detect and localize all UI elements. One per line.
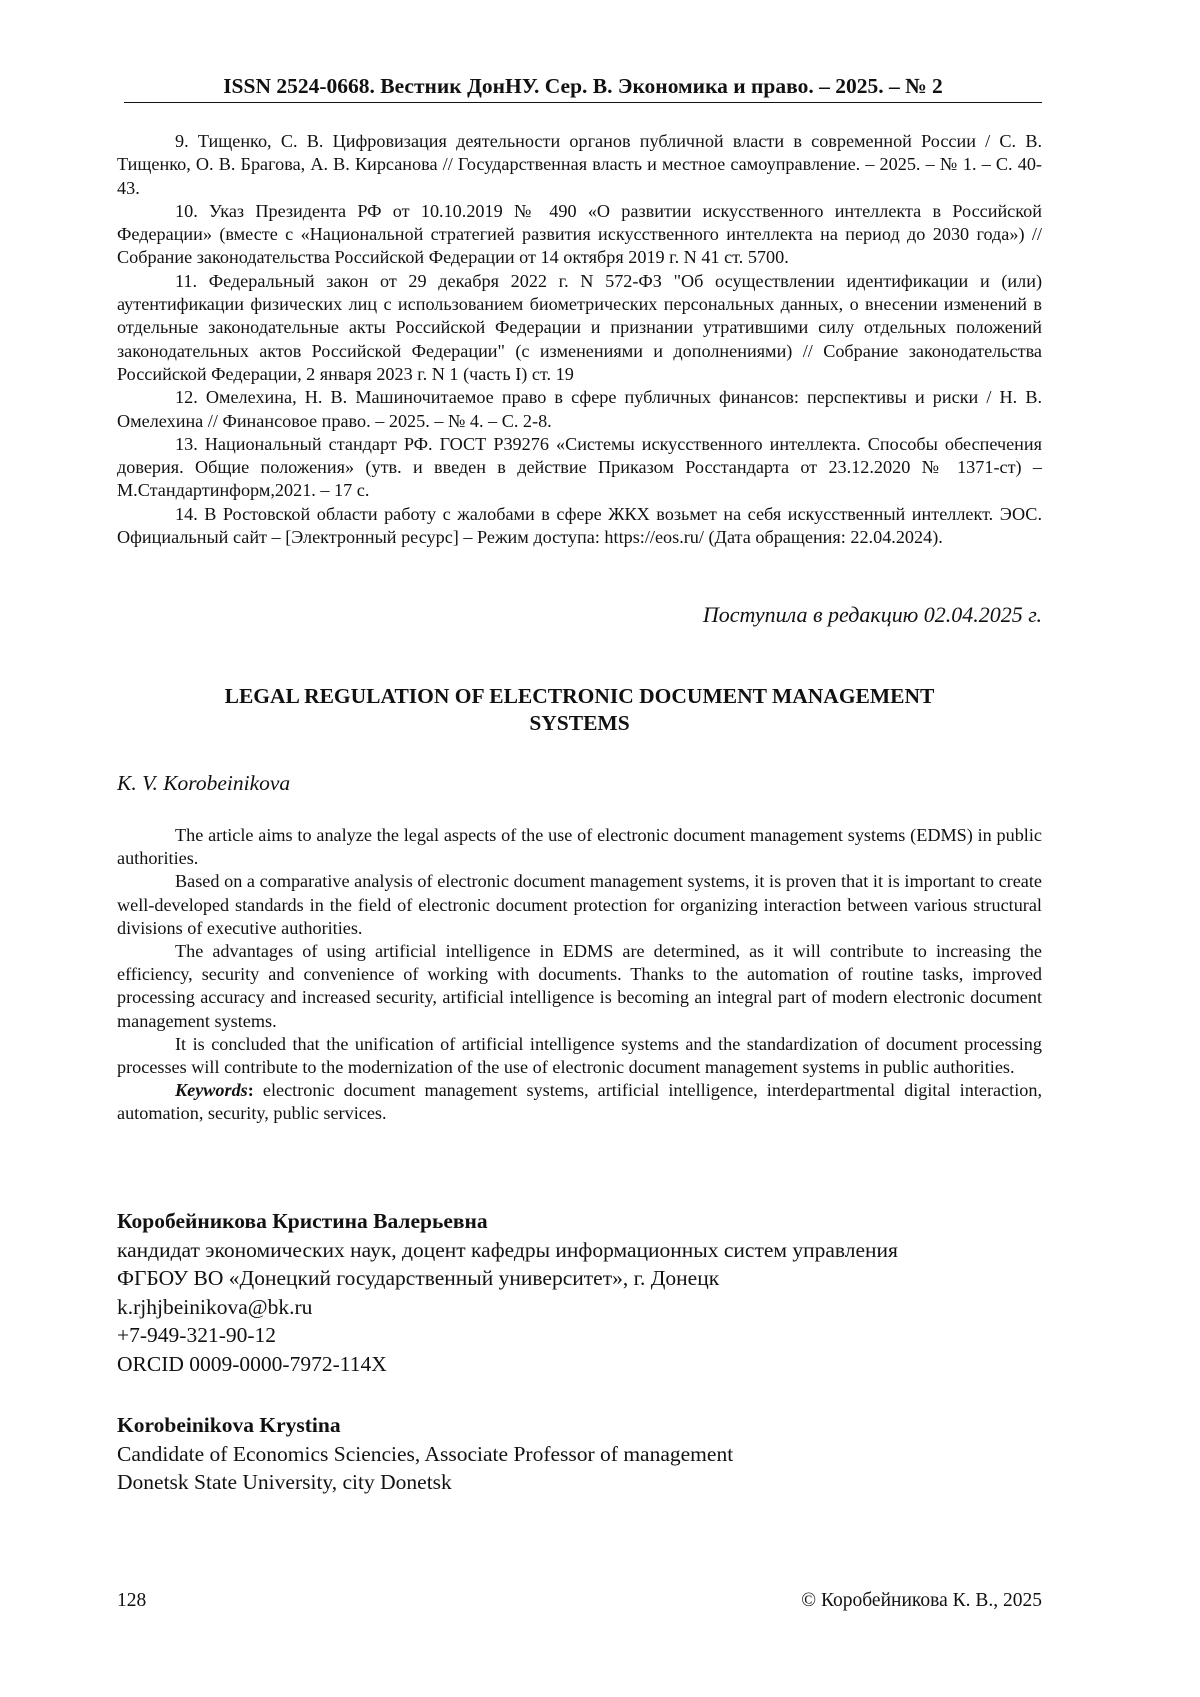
english-title-line-1: LEGAL REGULATION OF ELECTRONIC DOCUMENT MANAGEMENT bbox=[224, 684, 935, 708]
reference-list bbox=[117, 130, 1042, 549]
author-org-en: Donetsk State University, city Donetsk bbox=[117, 1470, 452, 1494]
author-info-russian bbox=[117, 1207, 1042, 1378]
author-orcid: ORCID 0009-0000-7972-114X bbox=[117, 1351, 387, 1376]
english-title bbox=[117, 683, 1042, 737]
reference-item-9: 9. Тищенко, С. В. Цифровизация деятельности органов публичной власти в современной России / С. В. Тищенко, О. В. Брагова, А. В. Кирсанова // Государственная власть и местное самоуправление. – 2025. – № 1. – С. 40-43. bbox=[117, 131, 1042, 198]
header-divider bbox=[124, 102, 1042, 103]
english-author: K. V. Korobeinikova bbox=[117, 771, 291, 795]
keywords-label: Keywords bbox=[175, 1080, 248, 1101]
page-number: 128 bbox=[117, 1590, 147, 1611]
reference-item-10: 10. Указ Президента РФ от 10.10.2019 № 490 «О развитии искусственного интеллекта в Российской Федерации» (вместе с «Национальной стратегией развития искусственного интеллекта на период до 2030 года») // Собрание законодательства Российской Федерации от 14 октября 2019 г. N 41 ст. 5700. bbox=[117, 200, 1042, 268]
author-name-ru: Коробейникова Кристина Валерьевна bbox=[117, 1209, 488, 1233]
reference-item-11: 11. Федеральный закон от 29 декабря 2022 г. N 572-ФЗ "Об осуществлении идентификации и (или) аутентификации физических лиц с использованием биометрических персональных данных, о внесении изменений в отдельные законодательные акты Российской Федерации и признании утратившими силу отдельных положений законодательных актов Российской Федерации" (с изменениями и дополнениями) // Собрание законодательства Российской Федерации, 2 января 2023 г. N 1 (часть I) ст. 19 bbox=[117, 270, 1042, 384]
keywords-paragraph bbox=[117, 1079, 1042, 1125]
abstract-paragraph-3: The advantages of using artificial intelligence in EDMS are determined, as it will contribute to increasing the efficiency, security and convenience of working with documents. Thanks to the automation of routine tasks, improved processing accuracy and increased security, artificial intelligence is becoming an integral part of modern electronic document management systems. bbox=[117, 941, 1042, 1031]
author-phone: +7-949-321-90-12 bbox=[117, 1323, 277, 1347]
copyright-notice: © Коробейникова К. В., 2025 bbox=[801, 1590, 1042, 1611]
received-date: Поступила в редакцию 02.04.2025 г. bbox=[702, 602, 1042, 627]
english-title-line-2: SYSTEMS bbox=[529, 711, 630, 735]
keywords-colon: : bbox=[247, 1080, 254, 1101]
reference-item-14: 14. В Ростовской области работу с жалобами в сфере ЖКХ возьмет на себя искусственный интеллект. ЭОС. Официальный сайт – [Электронный ресурс] – Режим доступа: https://eos.ru/ (Дата обращения: 22.04.2024). bbox=[117, 503, 1042, 548]
author-email[interactable]: k.rjhjbeinikova@bk.ru bbox=[117, 1294, 313, 1319]
author-org-ru: ФГБОУ ВО «Донецкий государственный университет», г. Донецк bbox=[117, 1266, 720, 1290]
author-name-en: Korobeinikova Krystina bbox=[117, 1413, 341, 1437]
author-info-english bbox=[117, 1411, 1042, 1497]
abstract-paragraph-2: Based on a comparative analysis of electronic document management systems, it is proven that it is important to create well-developed standards in the field of electronic document protection for organizing interaction between various structural divisions of executive authorities. bbox=[117, 871, 1042, 938]
abstract-paragraph-4: It is concluded that the unification of artificial intelligence systems and the standardization of document processing processes will contribute to the modernization of the use of electronic document management systems in public authorities. bbox=[117, 1033, 1042, 1078]
abstract-paragraph-1: The article aims to analyze the legal aspects of the use of electronic document management systems (EDMS) in public authorities. bbox=[117, 825, 1042, 869]
english-abstract bbox=[117, 824, 1042, 1126]
keywords-text: electronic document management systems, artificial intelligence, interdepartmental digital interaction, automation, security, public services. bbox=[117, 1080, 1042, 1124]
author-position-en: Candidate of Economics Sciencies, Associate Professor of management bbox=[117, 1441, 734, 1466]
reference-item-12: 12. Омелехина, Н. В. Машиночитаемое право в сфере публичных финансов: перспективы и риски / Н. В. Омелехина // Финансовое право. – 2025. – № 4. – С. 2-8. bbox=[117, 387, 1042, 431]
author-position-ru: кандидат экономических наук, доцент кафедры информационных систем управления bbox=[117, 1237, 898, 1262]
running-header: ISSN 2524-0668. Вестник ДонНУ. Сер. В. Экономика и право. – 2025. – № 2 bbox=[223, 74, 943, 98]
reference-item-13: 13. Национальный стандарт РФ. ГОСТ Р39276 «Системы искусственного интеллекта. Способы обеспечения доверия. Общие положения» (утв. и введен в действие Приказом Росстандарта от 23.12.2020 № 1371-ст) –М.Стандартинформ,2021. – 17 с. bbox=[117, 433, 1042, 501]
